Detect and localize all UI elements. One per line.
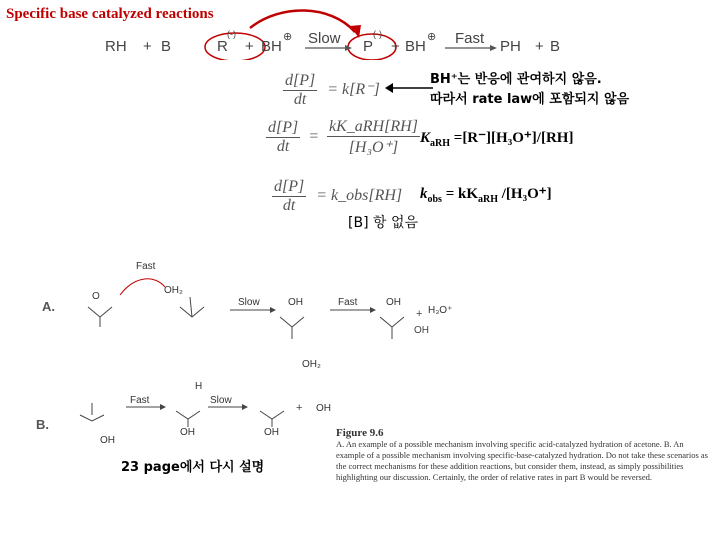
mechanism-panel-b [30,375,350,445]
plus-sign: + [391,38,400,55]
intermediate-charge: (-) [373,29,382,39]
svg-text:+: + [416,308,423,320]
anion-r: R [217,38,228,55]
plus-sign: + [535,38,544,55]
panel-a-fast2-label: Fast [338,297,358,308]
rate-law-3-rhs: = k_obs[RH] [316,187,403,205]
conj-acid-charge-2: ⊕ [427,31,437,43]
svg-text:OH: OH [414,325,429,336]
mechanism-panel-a [30,255,470,385]
kobs-definition [420,184,552,205]
rate-law-1 [283,72,380,109]
plus-sign: + [245,38,254,55]
note-arrow-graphic [385,78,435,98]
panel-b-oh-3: OH [316,403,331,414]
panel-b-fast-label: Fast [130,395,150,406]
ka-rest: =[R⁻][H₃O⁺]/[RH] [450,130,574,146]
panel-a-fast-label: Fast [136,261,156,272]
slide-title: Specific base catalyzed reactions [6,6,214,22]
conj-acid-bh-2: BH [405,38,426,55]
fast-label: Fast [455,30,485,47]
rate-law-1-den: dt [293,91,307,108]
panel-a-slow-label: Slow [238,297,260,308]
ka-definition [420,128,573,149]
panel-a-oh2: OH₂ [164,285,183,296]
slow-label: Slow [308,30,341,47]
reactant-rh: RH [105,38,127,55]
rate-law-1-num: d[P] [285,72,316,89]
panel-a-oh: OH [288,297,303,308]
base-b-regen: B [550,38,561,55]
note-bh-not-involved [430,70,629,110]
panel-b-slow-label: Slow [210,395,232,406]
rate-law-3-num: d[P] [274,178,305,195]
figure-caption [336,428,711,483]
ka-k: K [420,130,431,146]
rate-law-2-rhs-den: [H₃O⁺] [348,139,399,156]
kobs-sub2: aRH [478,194,499,205]
rate-law-2 [266,118,420,157]
note-line-2: 따라서 rate law에 포함되지 않음 [430,92,630,107]
rate-law-2-num: d[P] [268,119,299,136]
panel-b-label: B. [36,417,49,432]
kobs-sub: obs [427,194,442,205]
rate-law-2-eq: = [308,128,320,146]
panel-a-oh2-b: OH₂ [302,359,321,370]
note-line-1: BH⁺는 반응에 관여하지 않음. [430,72,602,87]
conj-acid-charge: ⊕ [283,31,293,43]
panel-a-label: A. [42,299,55,314]
plus-sign: + [143,38,152,55]
panel-a-oh-product: OH [386,297,401,308]
figure-caption-title: Figure 9.6 [336,427,384,439]
rate-law-3 [272,178,402,215]
panel-b-h: H [195,381,203,392]
panel-a-o: O [92,291,100,302]
panel-b-structures-graphic [30,375,350,445]
no-b-term-note: [B] 항 없음 [348,215,419,231]
conj-acid-bh: BH [261,38,282,55]
kobs-k: k [420,186,428,202]
panel-b-oh-1: OH [180,427,195,438]
figure-caption-text: A. An example of a possible mechanism involving specific acid-catalyzed hydration of acetone. B. An example of a possible mechanism involving specific-base-catalyzed hydration. Do not take these scenarios as the correct mechanisms for these addition reactions, but consider them, instead, as simply possibilities highlighting our discussion. Certainly, the order of relative rates in part B would be reversed. [336,439,708,482]
product-ph: PH [500,38,521,55]
rate-law-2-den: dt [276,138,290,155]
kobs-rest: /[H₃O⁺] [498,186,552,202]
intermediate-p: P [363,38,374,55]
panel-a-structures-graphic [30,255,470,385]
base-b: B [161,38,172,55]
ka-sub: aRH [430,138,451,149]
rate-law-2-rhs-num: kK_aRH[RH] [329,118,418,135]
rate-law-3-den: dt [282,197,296,214]
panel-b-oh-2: OH [264,427,279,438]
svg-text:+: + [296,402,303,414]
panel-b-oh-minus: OH [100,435,115,446]
reference-note: 23 page에서 다시 설명 [121,460,265,475]
kobs-mid: = kK [441,186,479,202]
anion-charge: (-) [227,29,236,39]
panel-a-h3o: H₃O⁺ [428,305,453,316]
rate-law-1-rhs: = k[R⁻] [327,81,380,99]
mechanism-equation [105,29,565,62]
